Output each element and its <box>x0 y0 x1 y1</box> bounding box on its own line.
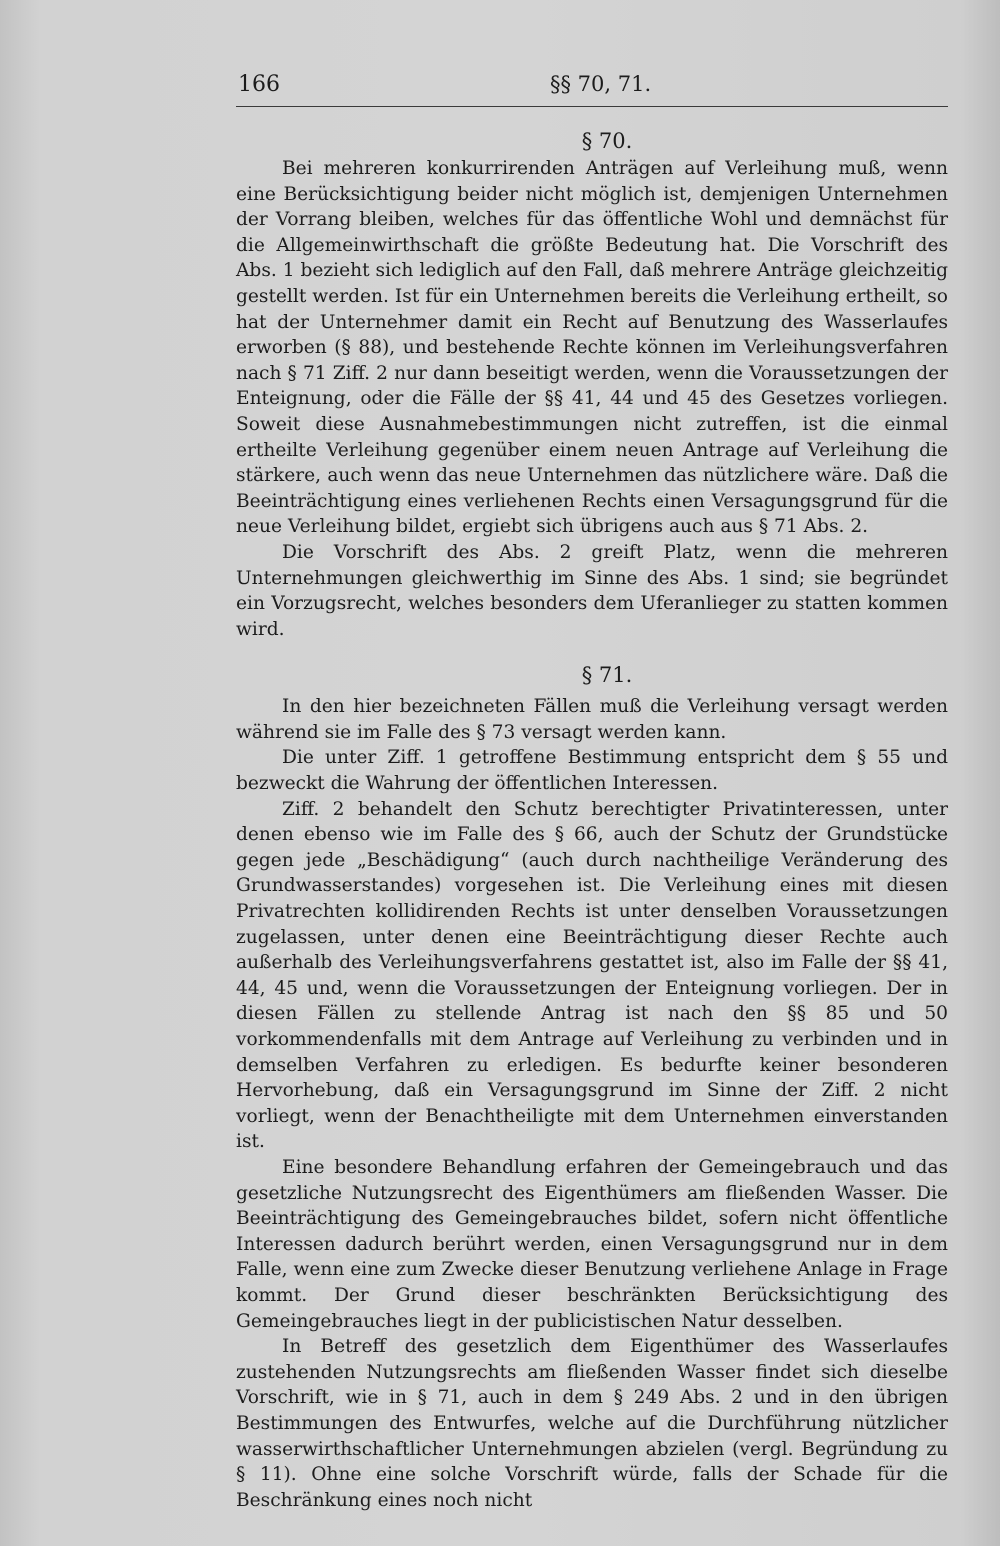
section-71-paragraph-1: In den hier bezeichneten Fällen muß die Verleihung versagt werden während sie im Falle des § 73 versagt werden kann. <box>236 696 948 743</box>
section-71-paragraph-4: Eine besondere Behandlung erfahren der Gemeingebrauch und das gesetzliche Nutzungsrecht des Eigenthümers am fließenden Wasser. Die Beeinträchtigung des Gemeingebrauches bildet, sofern nicht öffentliche Interessen dadurch berührt werden, einen Versagungsgrund nur in dem Falle, wenn eine zum Zwecke dieser Benutzung verliehene Anlage in Frage kommt. Der Grund dieser beschränkten Berücksichtigung des Gemeingebrauches liegt in der publicistischen Natur desselben. <box>236 1156 948 1332</box>
section-71-heading: § 71. <box>581 663 633 688</box>
section-70-paragraph-1: Bei mehreren konkurrirenden Anträgen auf Verleihung muß, wenn eine Berücksichtigung beider nicht möglich ist, demjenigen Unternehmen der Vorrang bleiben, welches für das öffentliche Wohl und demnächst für die Allgemeinwirthschaft die größte Bedeutung hat. Die Vorschrift des Abs. 1 bezieht sich lediglich auf den Fall, daß mehrere Anträge gleichzeitig gestellt werden. Ist für ein Unternehmen bereits die Verleihung ertheilt, so hat der Unternehmer damit ein Recht auf Benutzung des Wasserlaufes erworben (§ 88), und bestehende Rechte können im Verleihungsverfahren nach § 71 Ziff. 2 nur dann beseitigt werden, wenn die Voraussetzungen der Enteignung, oder die Fälle der §§ 41, 44 und 45 des Gesetzes vorliegen. Soweit diese Ausnahmebestimmungen nicht zutreffen, ist die einmal ertheilte Verleihung gegenüber einem neuen Antrage auf Verleihung die stärkere, auch wenn das neue Unternehmen das nützlichere wäre. Daß die Beeinträchtigung eines verliehenen Rechts einen Versagungsgrund für die neue Verleihung bildet, ergiebt sich übrigens auch aus § 71 Abs. 2. <box>236 158 948 538</box>
running-head: §§ 70, 71. <box>550 72 652 96</box>
page-body <box>236 126 948 1513</box>
section-70-heading: § 70. <box>581 129 633 153</box>
section-70-paragraph-2: Die Vorschrift des Abs. 2 greift Platz, wenn die mehreren Unternehmungen gleichwerthig im Sinne des Abs. 1 sind; sie begründet ein Vorzugsrecht, welches besonders dem Uferanlieger zu statten kommen wird. <box>236 541 948 640</box>
section-71-paragraph-2: Die unter Ziff. 1 getroffene Bestimmung entspricht dem § 55 und bezweckt die Wahrung der öffentlichen Interessen. <box>236 747 948 795</box>
section-71-paragraph-5: In Betreff des gesetzlich dem Eigenthümer des Wasserlaufes zustehenden Nutzungsrechts am fließenden Wasser findet sich dieselbe Vorschrift, wie in § 71, auch in dem § 249 Abs. 2 und in den übrigen Bestimmungen des Entwurfes, welche auf die Durchführung nützlicher wasserwirthschaftlicher Unternehmungen abzielen (vergl. Begründung zu § 11). Ohne eine solche Vorschrift würde, falls der Schade für die Beschränkung eines noch nicht <box>236 1336 948 1511</box>
page-number: 166 <box>238 72 280 97</box>
section-71-paragraph-3: Ziff. 2 behandelt den Schutz berechtigter Privatinteressen, unter denen ebenso wie im Falle des § 66, auch der Schutz der Grundstücke gegen jede „Beschädigung“ (auch durch nachtheilige Veränderung des Grundwasserstandes) vorgesehen ist. Die Verleihung eines mit diesen Privatrechten kollidirenden Rechts ist unter denselben Voraussetzungen zugelassen, unter denen eine Beeinträchtigung dieser Rechte auch außerhalb des Verleihungsverfahrens gestattet ist, also im Falle der §§ 41, 44, 45 und, wenn die Voraussetzungen der Enteignung vorliegen. Der in diesen Fällen zu stellende Antrag ist nach den §§ 85 und 50 vorkommendenfalls mit dem Antrage auf Verleihung zu verbinden und in demselben Verfahren zu erledigen. Es bedurfte keiner besonderen Hervorhebung, daß ein Versagungsgrund im Sinne der Ziff. 2 nicht vorliegt, wenn der Benachtheiligte mit dem Unternehmen einverstanden ist. <box>236 798 948 1153</box>
page-header <box>236 72 948 107</box>
